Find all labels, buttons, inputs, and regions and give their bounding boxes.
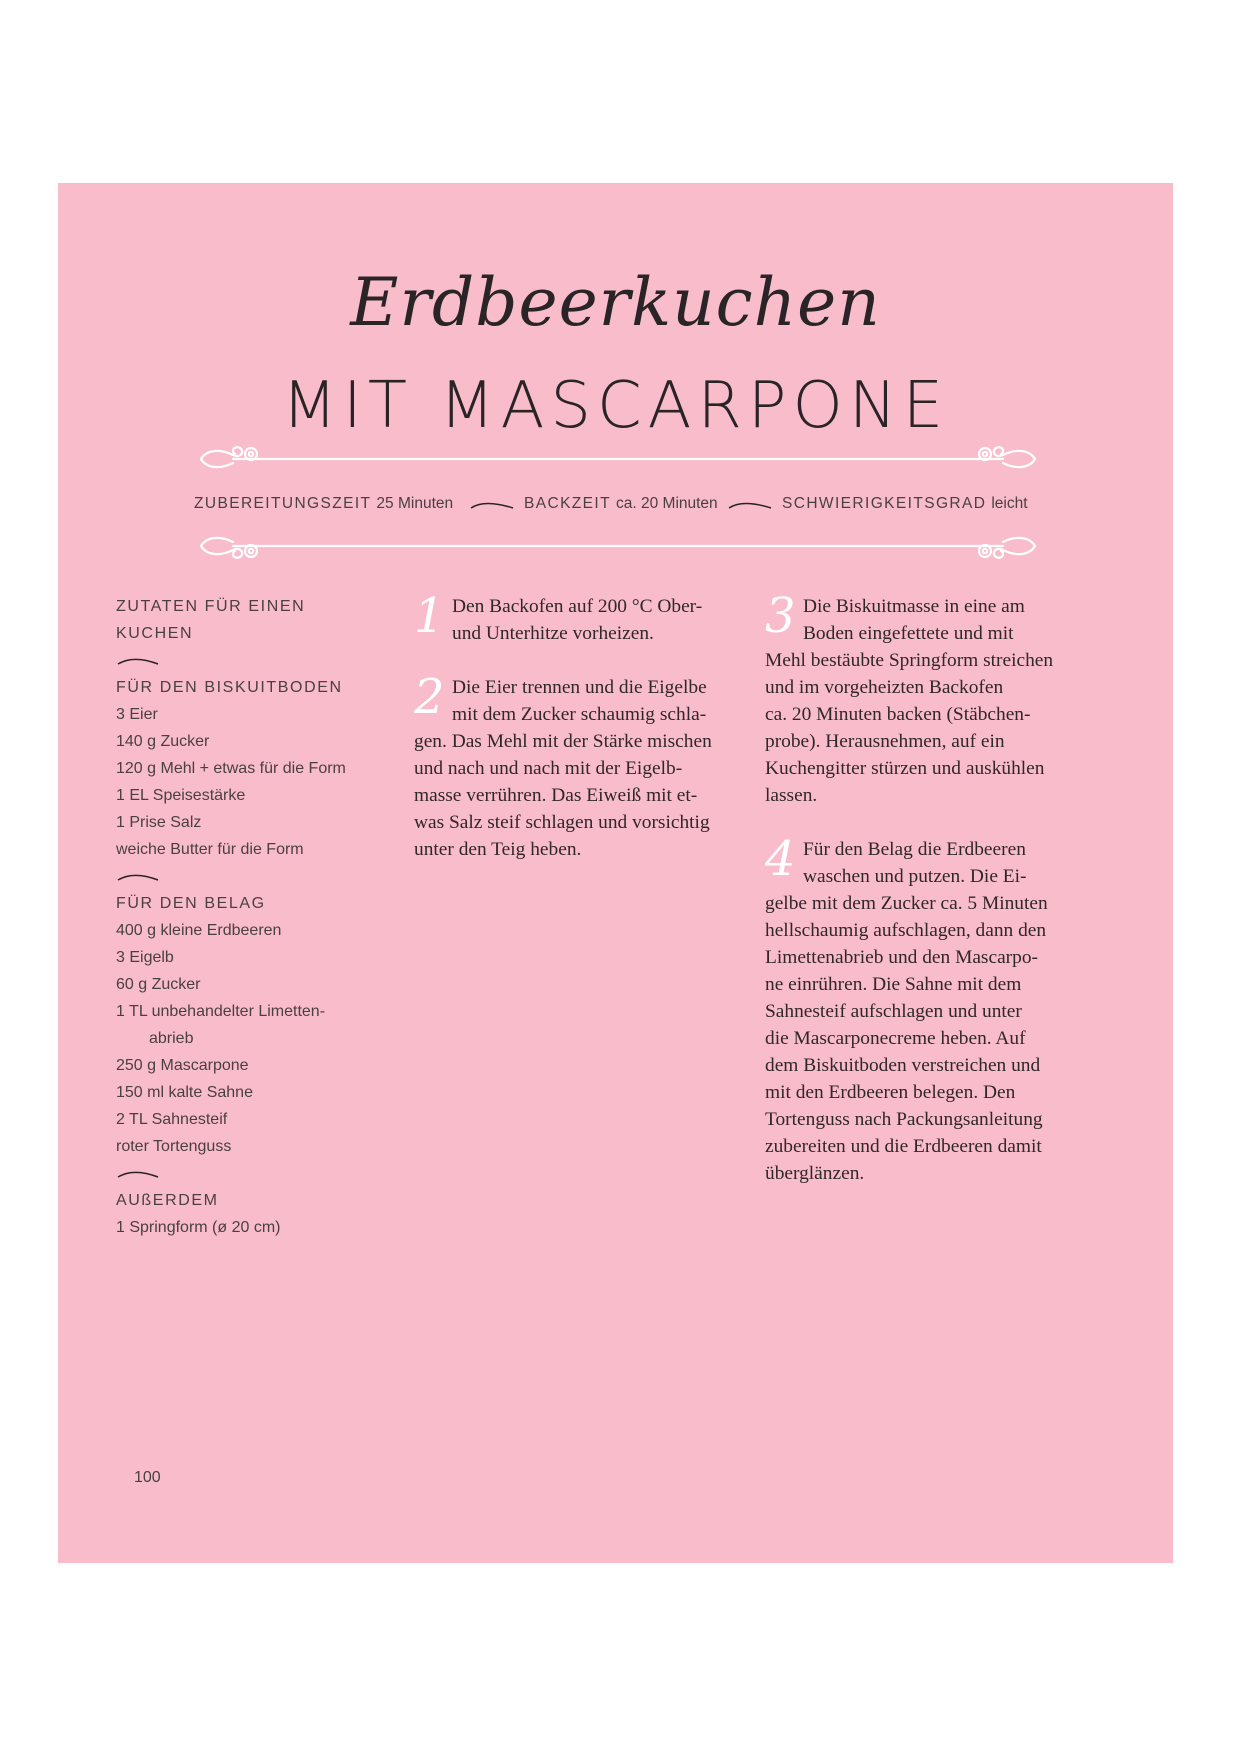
- recipe-title-script: Erdbeerkuchen: [350, 264, 881, 341]
- step-line: Die Biskuitmasse in eine am: [803, 596, 1025, 617]
- step-line: probe). Herausnehmen, auf ein: [765, 731, 1005, 752]
- step-line: unter den Teig heben.: [414, 839, 582, 860]
- bake-time-value: ca. 20 Minuten: [616, 495, 718, 512]
- step-line: Die Eier trennen und die Eigelbe: [452, 677, 707, 698]
- step-line: lassen.: [765, 785, 818, 806]
- step-line: dem Biskuitboden verstreichen und: [765, 1055, 1041, 1076]
- steps-column-2: [765, 588, 1095, 1214]
- step-line: überglänzen.: [765, 1163, 865, 1184]
- page-number: 100: [134, 1469, 161, 1486]
- recipe-panel: [58, 183, 1173, 1563]
- difficulty-value: leicht: [991, 495, 1028, 512]
- ingredient-item: 1 TL unbehandelter Limetten-: [116, 1003, 326, 1020]
- step-number: 4: [765, 831, 796, 887]
- difficulty-label: SCHWIERIGKEITSGRAD: [782, 495, 987, 512]
- step-line: und im vorgeheizten Backofen: [765, 677, 1004, 698]
- bake-time: [524, 495, 718, 513]
- step-3: [765, 588, 1095, 809]
- step-line: mit dem Zucker schaumig schla-: [452, 704, 707, 725]
- step-line: Tortenguss nach Packungsanleitung: [765, 1109, 1043, 1130]
- ingredient-item: 60 g Zucker: [116, 976, 201, 993]
- step-line: masse verrühren. Das Eiweiß mit et-: [414, 785, 698, 806]
- bake-time-label: BACKZEIT: [524, 495, 611, 512]
- ingredient-item: 400 g kleine Erdbeeren: [116, 922, 282, 939]
- step-4: [765, 831, 1095, 1187]
- step-number: 1: [414, 588, 445, 644]
- step-line: waschen und putzen. Die Ei-: [803, 866, 1027, 887]
- difficulty: [782, 495, 1028, 513]
- step-line: und Unterhitze vorheizen.: [452, 623, 654, 644]
- ingredient-item: 2 TL Sahnesteif: [116, 1111, 228, 1128]
- ingredient-item: roter Tortenguss: [116, 1138, 232, 1155]
- step-line: Für den Belag die Erdbeeren: [803, 839, 1026, 860]
- ingredient-item: abrieb: [149, 1030, 194, 1047]
- step-line: Den Backofen auf 200 °C Ober-: [452, 596, 703, 617]
- step-1: [414, 588, 739, 647]
- step-line: mit den Erdbeeren belegen. Den: [765, 1082, 1016, 1103]
- ingredient-item: 3 Eigelb: [116, 949, 174, 966]
- step-line: Sahnesteif aufschlagen und unter: [765, 1001, 1022, 1022]
- section-title-belag: FÜR DEN BELAG: [116, 895, 266, 912]
- step-number: 3: [765, 588, 796, 644]
- step-line: was Salz steif schlagen und vorsichtig: [414, 812, 710, 833]
- info-separator-dash: [728, 501, 772, 511]
- step-line: Kuchengitter stürzen und auskühlen: [765, 758, 1045, 779]
- step-line: gelbe mit dem Zucker ca. 5 Minuten: [765, 893, 1048, 914]
- step-line: ca. 20 Minuten backen (Stäbchen-: [765, 704, 1031, 725]
- ingredients-heading: ZUTATEN FÜR EINEN: [116, 598, 306, 615]
- section-title-ausserdem: AUßERDEM: [116, 1192, 219, 1209]
- ingredient-item: weiche Butter für die Form: [116, 841, 304, 858]
- step-line: Limettenabrieb und den Mascarpo-: [765, 947, 1038, 968]
- ingredients-column: [116, 593, 396, 1241]
- ingredient-item: 1 Springform (ø 20 cm): [116, 1219, 281, 1236]
- ingredient-item: 140 g Zucker: [116, 733, 210, 750]
- section-divider-flourish: [116, 647, 160, 674]
- step-line: Mehl bestäubte Springform streichen: [765, 650, 1054, 671]
- ingredient-item: 250 g Mascarpone: [116, 1057, 249, 1074]
- ornamental-rule-bottom: [193, 532, 1043, 560]
- step-2: [414, 669, 739, 863]
- step-line: und nach und nach mit der Eigelb-: [414, 758, 683, 779]
- ingredient-item: 150 ml kalte Sahne: [116, 1084, 253, 1101]
- ingredient-item: 1 EL Speisestärke: [116, 787, 246, 804]
- section-divider-flourish: [116, 1160, 160, 1187]
- steps-column-1: [414, 588, 739, 890]
- section-divider-flourish: [116, 863, 160, 890]
- ingredient-item: 120 g Mehl + etwas für die Form: [116, 760, 346, 777]
- prep-time-value: 25 Minuten: [376, 495, 454, 512]
- ingredients-heading: KUCHEN: [116, 625, 194, 642]
- step-number: 2: [414, 669, 445, 725]
- prep-time-label: ZUBEREITUNGSZEIT: [194, 495, 372, 512]
- step-line: die Mascarponecreme heben. Auf: [765, 1028, 1026, 1049]
- recipe-title-caps: MIT MASCARPONE: [281, 369, 950, 443]
- prep-time: [194, 495, 453, 513]
- recipe-info-row: [194, 495, 1094, 519]
- ornamental-rule-top: [193, 445, 1043, 473]
- step-line: Boden eingefettete und mit: [803, 623, 1014, 644]
- ingredient-item: 3 Eier: [116, 706, 158, 723]
- step-line: zubereiten und die Erdbeeren damit: [765, 1136, 1042, 1157]
- info-separator-dash: [470, 501, 514, 511]
- step-line: ne einrühren. Die Sahne mit dem: [765, 974, 1022, 995]
- step-line: gen. Das Mehl mit der Stärke mischen: [414, 731, 712, 752]
- section-title-biskuitboden: FÜR DEN BISKUITBODEN: [116, 679, 343, 696]
- ingredient-item: 1 Prise Salz: [116, 814, 202, 831]
- step-line: hellschaumig aufschlagen, dann den: [765, 920, 1047, 941]
